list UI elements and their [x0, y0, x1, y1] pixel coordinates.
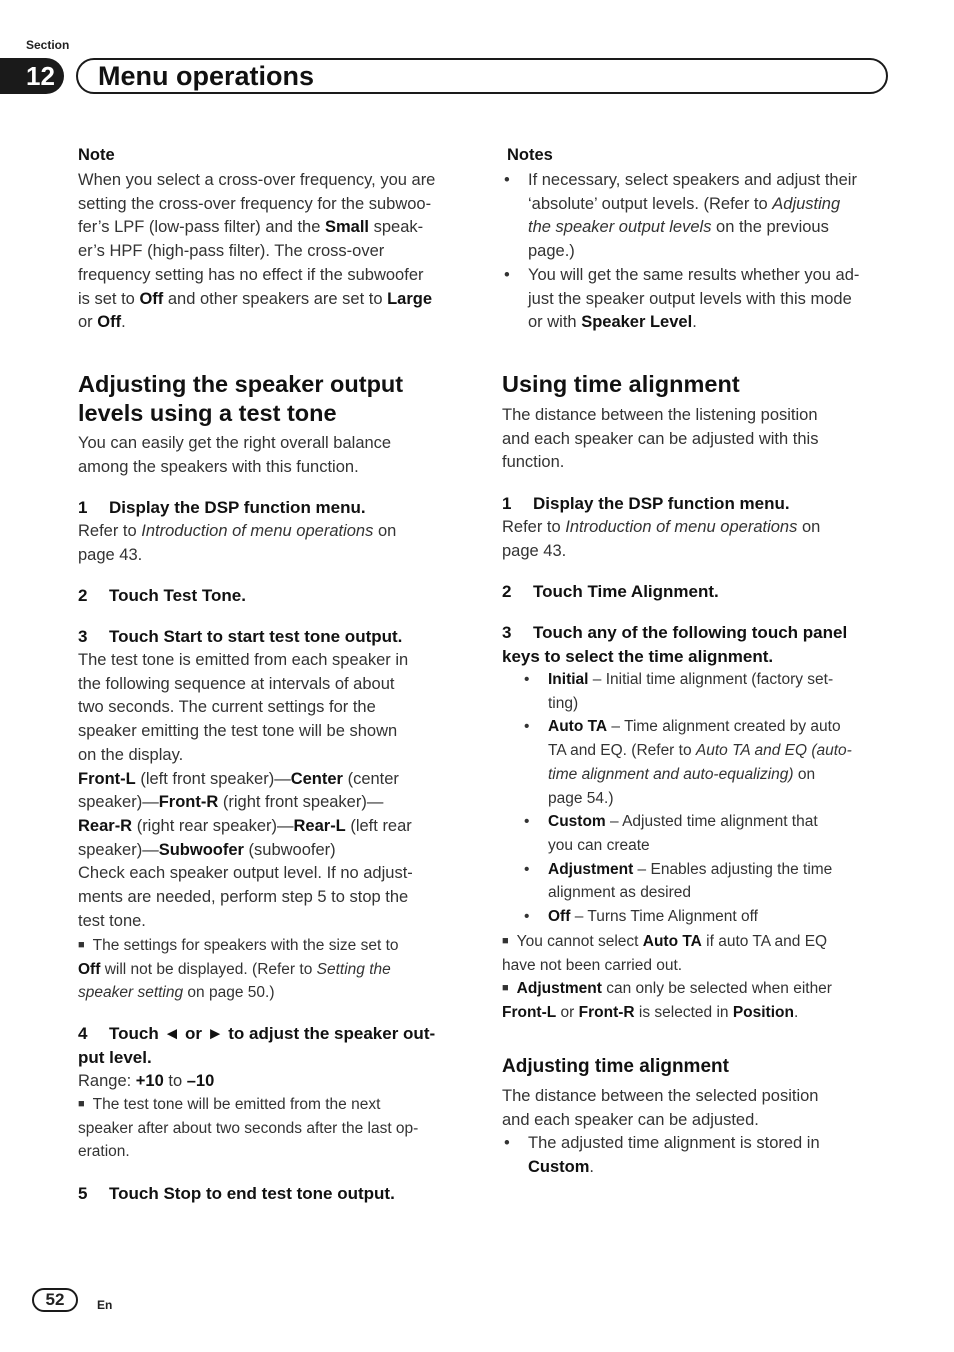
text-line: or Off.	[78, 313, 126, 332]
text-line: When you select a cross-over frequency, you are	[78, 171, 436, 189]
step-2: 2 Touch Test Tone.	[78, 586, 246, 605]
step-3-body: The test tone is emitted from each speaker in the following sequence at intervals of about two seconds. The current settings for the speaker emitting the test tone will be shown on the display. Front-L (left front speaker)—Center (center speaker)—Front-R (right front speaker)— Rear-R (right rear speaker)—Rear-L (left rear speaker)—Subwoofer (subwoofer) Check each speaker output level. If no adjust- ments are needed, perform step 5 to stop the test tone.	[78, 651, 413, 930]
square-bullet-icon: ■	[502, 982, 509, 995]
bullet-icon: •	[504, 1134, 510, 1153]
text-line: setting the cross-over frequency for the subwoo-	[78, 194, 432, 213]
bullet-icon: •	[504, 171, 510, 189]
section-heading: Adjusting the speaker output levels using a test tone	[78, 371, 404, 426]
language-code: En	[97, 1298, 113, 1312]
bullet-icon: •	[524, 813, 530, 831]
note-body	[78, 169, 460, 335]
step-3-notes: ■ You cannot select Auto TA if auto TA and EQ have not been carried out. ■ Adjustment can only be selected when either Front-L or Front-R is selected in Position.	[502, 933, 832, 1022]
subsection-body: The distance between the selected position and each speaker can be adjusted. • The adjusted time alignment is stored in Custom.	[502, 1085, 888, 1180]
intro-paragraph: The distance between the listening position and each speaker can be adjusted with this function.	[502, 406, 819, 472]
step-3-note: ■ The settings for speakers with the size set to Off will not be displayed. (Refer to Setting the speaker setting on page 50.)	[78, 937, 399, 1002]
page-title: Menu operations	[98, 61, 315, 91]
step-5: 5 Touch Stop to end test tone output.	[78, 1184, 395, 1203]
step-3: 3 Touch any of the following touch panel keys to select the time alignment.	[502, 623, 848, 666]
list-item: • You will get the same results whether you ad- just the speaker output levels with this mode or with Speaker Level.	[504, 265, 860, 332]
alignment-options	[522, 668, 888, 929]
list-item: • The adjusted time alignment is stored in Custom.	[504, 1134, 820, 1177]
intro-paragraph: You can easily get the right overall balance among the speakers with this function.	[78, 434, 392, 476]
option-auto-ta: • Auto TA – Time alignment created by auto TA and EQ. (Refer to Auto TA and EQ (auto- time alignment and auto-equalizing) on page 54.)	[522, 715, 888, 810]
square-bullet-icon: ■	[78, 1098, 85, 1110]
bullet-icon: •	[524, 908, 530, 926]
text-line: is set to Off and other speakers are set to Large	[78, 289, 433, 308]
step-4: 4 Touch ◄ or ► to adjust the speaker out- put level.	[78, 1024, 436, 1067]
list-item: • If necessary, select speakers and adjust their ‘absolute’ output levels. (Refer to Adjusting the speaker output levels on the previous page.)	[504, 171, 857, 261]
bullet-icon: •	[524, 671, 530, 688]
text-line: frequency setting has no effect if the subwoofer	[78, 265, 424, 284]
page-number: 52	[32, 1288, 78, 1312]
bullet-icon: •	[524, 718, 530, 736]
step-1-reference: Refer to Introduction of menu operations on page 43.	[78, 522, 397, 564]
option-off: • Off – Turns Time Alignment off	[522, 905, 888, 929]
subsection-heading: Adjusting time alignment	[502, 1056, 729, 1077]
option-adjustment: • Adjustment – Enables adjusting the time alignment as desired	[522, 858, 888, 905]
square-bullet-icon: ■	[78, 939, 85, 951]
notes-list	[502, 169, 888, 335]
text-line: er’s HPF (high-pass filter). The cross-over	[78, 242, 385, 261]
section-label: Section	[26, 38, 70, 52]
text-line: fer’s LPF (low-pass filter) and the Small speak-	[78, 218, 424, 237]
step-2: 2 Touch Time Alignment.	[502, 582, 719, 601]
step-1: 1 Display the DSP function menu.	[78, 498, 366, 517]
bullet-icon: •	[524, 860, 530, 878]
section-heading: Using time alignment	[502, 371, 740, 397]
option-initial: • Initial – Initial time alignment (factory set- ting)	[522, 668, 888, 715]
step-1: 1 Display the DSP function menu.	[502, 494, 790, 513]
step-3: 3 Touch Start to start test tone output.	[78, 627, 403, 646]
notes-heading: Notes	[507, 146, 553, 164]
step-4-range: Range: +10 to –10	[78, 1072, 215, 1090]
option-custom: • Custom – Adjusted time alignment that you can create	[522, 810, 888, 857]
bullet-icon: •	[504, 265, 510, 284]
note-heading: Note	[78, 146, 115, 164]
step-4-note: ■ The test tone will be emitted from the next speaker after about two seconds after the last op- eration.	[78, 1096, 419, 1161]
square-bullet-icon: ■	[502, 935, 509, 947]
step-1-reference: Refer to Introduction of menu operations on page 43.	[502, 518, 821, 560]
section-number-badge: 12	[0, 58, 64, 94]
